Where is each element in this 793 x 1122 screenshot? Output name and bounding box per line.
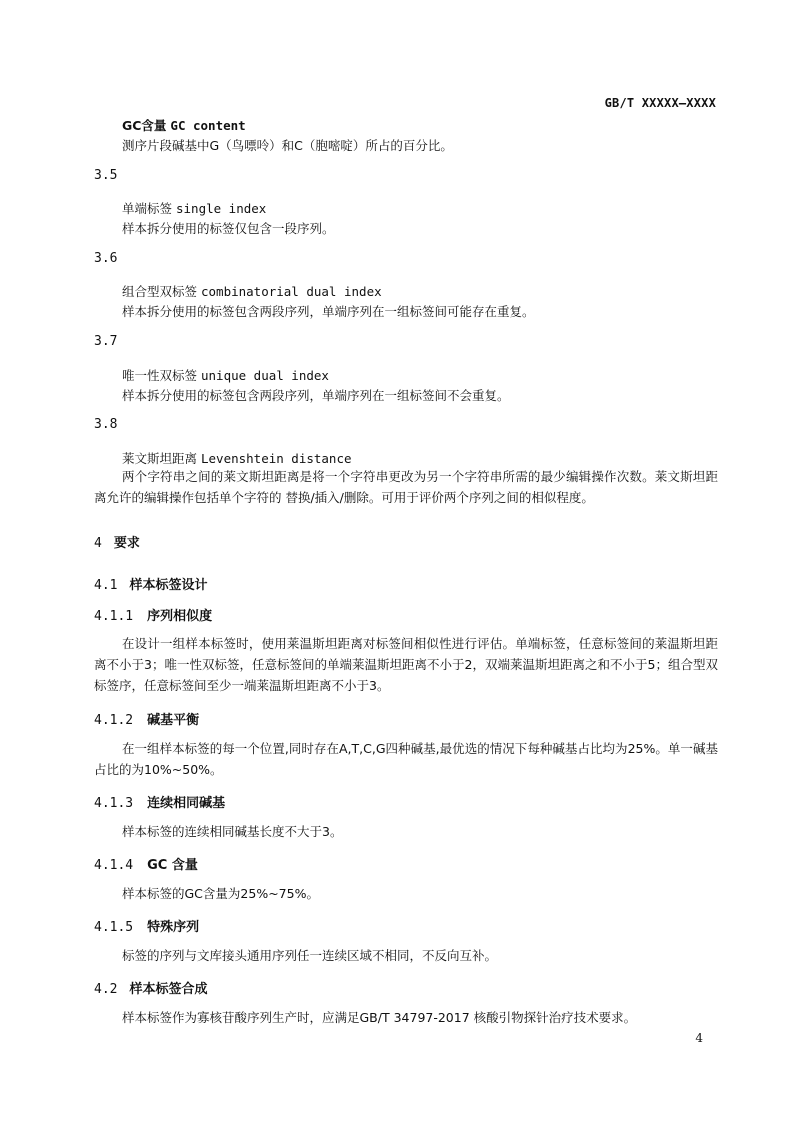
section-number: 4.1.4 <box>94 858 134 873</box>
definition-unique-dual-index: 样本拆分使用的标签包含两段序列，单端序列在一组标签间不会重复。 <box>122 388 510 403</box>
term-cn: GC含量 <box>122 118 167 133</box>
definition-combinatorial-dual-index: 样本拆分使用的标签包含两段序列，单端序列在一组标签间可能存在重复。 <box>122 304 535 319</box>
paragraph-4-1-5: 标签的序列与文库接头通用序列任一连续区域不相同，不反向互补。 <box>122 948 498 963</box>
paragraph-4-1-4: 样本标签的GC含量为25%~75%。 <box>122 886 319 901</box>
standard-code-header: GB/T XXXXX—XXXX <box>604 96 716 110</box>
term-en: GC content <box>170 118 246 133</box>
section-heading-4-1-1 <box>94 605 212 624</box>
section-title: GC 含量 <box>147 858 198 873</box>
term-cn: 唯一性双标签 <box>122 368 198 383</box>
term-combinatorial-dual-index <box>122 282 382 300</box>
section-number: 4.2 <box>94 982 118 997</box>
term-levenshtein-distance <box>122 449 352 467</box>
term-cn: 莱文斯坦距离 <box>122 451 198 466</box>
clause-number-3-5: 3.5 <box>94 168 118 183</box>
section-heading-4-1-3 <box>94 792 225 811</box>
definition-levenshtein-distance: 两个字符串之间的莱文斯坦距离是将一个字符串更改为另一个字符串所需的最少编辑操作次数。莱文斯坦距离允许的编辑操作包括单个字符的 替换/插入/删除。可用于评价两个序列之间的相似程度。 <box>94 469 718 505</box>
term-unique-dual-index <box>122 366 329 384</box>
term-cn: 单端标签 <box>122 201 173 216</box>
term-en: Levenshtein distance <box>201 451 352 466</box>
clause-number-3-7: 3.7 <box>94 334 118 349</box>
page-number: 4 <box>695 1031 703 1045</box>
section-title: 样本标签设计 <box>129 578 208 593</box>
section-title: 要求 <box>113 536 140 551</box>
section-number: 4.1.1 <box>94 609 134 624</box>
term-en: unique dual index <box>201 368 329 383</box>
section-number: 4.1.5 <box>94 920 134 935</box>
clause-number-3-8: 3.8 <box>94 417 118 432</box>
clause-number-3-6: 3.6 <box>94 251 118 266</box>
section-heading-4-1-4 <box>94 854 198 873</box>
section-title: 样本标签合成 <box>129 982 208 997</box>
paragraph-4-1-2: 在一组样本标签的每一个位置,同时存在A,T,C,G四种碱基,最优选的情况下每种碱基占比均为25%。单一碱基占比的为10%~50%。 <box>94 741 718 777</box>
section-number: 4 <box>94 536 102 551</box>
paragraph-4-2: 样本标签作为寡核苷酸序列生产时，应满足GB/T 34797-2017 核酸引物探针治疗技术要求。 <box>122 1010 637 1025</box>
term-gc-content <box>122 116 246 134</box>
paragraph-4-1-3: 样本标签的连续相同碱基长度不大于3。 <box>122 824 343 839</box>
term-en: single index <box>176 201 267 216</box>
definition-gc-content: 测序片段碱基中G（鸟嘌呤）和C（胞嘧啶）所占的百分比。 <box>122 138 453 153</box>
section-title: 特殊序列 <box>147 920 200 935</box>
section-title: 碱基平衡 <box>147 713 200 728</box>
term-single-index <box>122 199 266 217</box>
paragraph-4-1-1: 在设计一组样本标签时，使用莱温斯坦距离对标签间相似性进行评估。单端标签，任意标签间的莱温斯坦距离不小于3；唯一性双标签，任意标签间的单端莱温斯坦距离不小于2，双端莱温斯坦距离之和不小于5；组合型双标签序，任意标签间至少一端莱温斯坦距离不小于3。 <box>94 636 718 693</box>
section-number: 4.1.3 <box>94 796 134 811</box>
section-heading-4 <box>94 532 140 551</box>
section-heading-4-1-5 <box>94 916 199 935</box>
section-title: 连续相同碱基 <box>147 796 226 811</box>
section-heading-4-1 <box>94 574 208 593</box>
section-number: 4.1.2 <box>94 713 134 728</box>
section-heading-4-1-2 <box>94 709 199 728</box>
definition-single-index: 样本拆分使用的标签仅包含一段序列。 <box>122 221 335 236</box>
section-heading-4-2 <box>94 978 208 997</box>
section-title: 序列相似度 <box>147 609 213 624</box>
term-cn: 组合型双标签 <box>122 284 198 299</box>
section-number: 4.1 <box>94 578 118 593</box>
term-en: combinatorial dual index <box>201 284 382 299</box>
